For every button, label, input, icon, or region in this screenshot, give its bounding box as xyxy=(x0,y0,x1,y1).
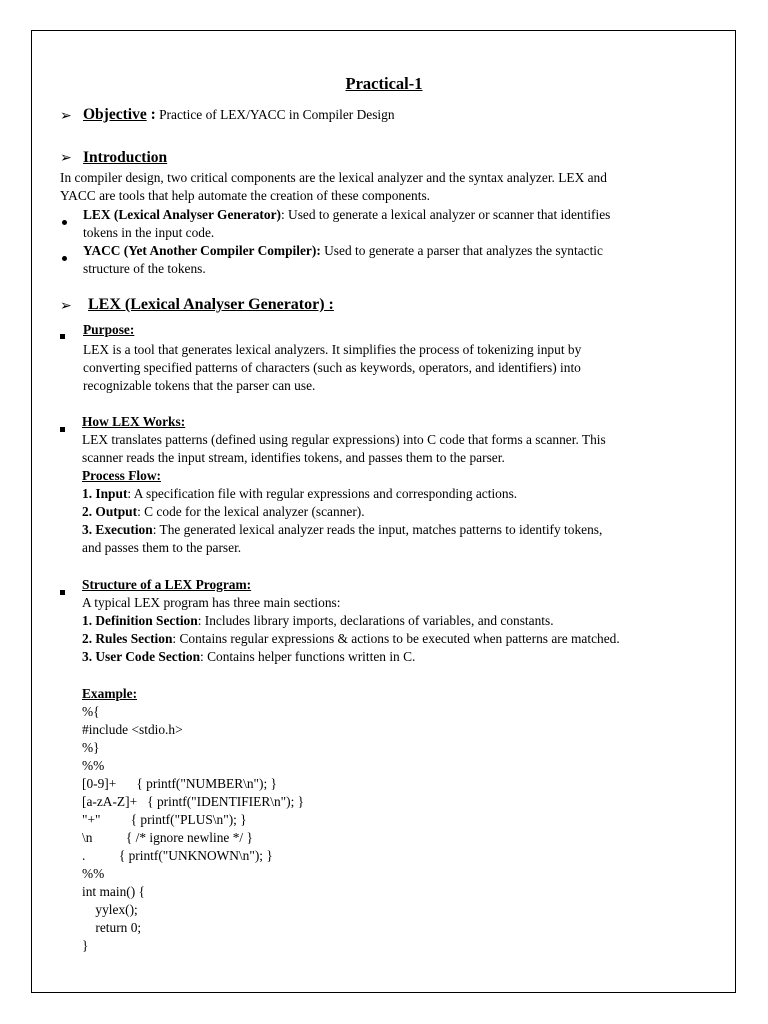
square-bullet-icon xyxy=(60,419,65,437)
structure-item-text: : Contains regular expressions & actions to be executed when patterns are matched. xyxy=(172,631,620,646)
process-flow-heading: Process Flow: xyxy=(82,468,161,483)
structure-item-label: 2. Rules Section xyxy=(82,631,173,646)
intro-bullet-lex-cont: tokens in the input code. xyxy=(83,225,215,240)
intro-bullet-lex-text: : Used to generate a lexical analyzer or scanner that identifies xyxy=(280,207,611,222)
code-line: #include <stdio.h> xyxy=(82,722,183,737)
process-step-output xyxy=(82,503,365,521)
intro-bullet-yacc xyxy=(83,242,603,260)
arrow-bullet-icon: ➢ xyxy=(60,299,72,314)
process-step-execution xyxy=(82,521,602,539)
structure-intro: A typical LEX program has three main sections: xyxy=(82,595,341,610)
purpose-line: recognizable tokens that the parser can use. xyxy=(83,378,316,393)
how-lex-works-heading: How LEX Works: xyxy=(82,414,186,429)
process-step-text: : A specification file with regular expressions and corresponding actions. xyxy=(127,486,518,501)
code-line: yylex(); xyxy=(82,902,138,917)
process-step-execution-cont: and passes them to the parser. xyxy=(82,540,242,555)
process-step-number: 3 xyxy=(82,522,89,537)
process-step-label: . Execution xyxy=(88,522,153,537)
objective-line xyxy=(83,106,395,124)
purpose-line: LEX is a tool that generates lexical analyzers. It simplifies the process of tokenizing input by xyxy=(83,342,582,357)
code-line: \n { /* ignore newline */ } xyxy=(82,830,253,845)
example-heading: Example: xyxy=(82,686,138,701)
structure-item xyxy=(82,612,554,630)
structure-item-text: : Contains helper functions written in C. xyxy=(200,649,416,664)
square-bullet-icon xyxy=(60,326,65,344)
process-step-text: : C code for the lexical analyzer (scanner). xyxy=(137,504,365,519)
page-title: Practical-1 xyxy=(345,74,423,93)
structure-heading: Structure of a LEX Program: xyxy=(82,577,252,592)
structure-item-label: 1. Definition Section xyxy=(82,613,198,628)
code-line: [a-zA-Z]+ { printf("IDENTIFIER\n"); } xyxy=(82,794,305,809)
introduction-heading: Introduction xyxy=(83,149,168,166)
introduction-text-line: YACC are tools that help automate the creation of these components. xyxy=(60,188,431,203)
how-lex-works-line: LEX translates patterns (defined using regular expressions) into C code that forms a scanner. This xyxy=(82,432,606,447)
structure-item-label: 3. User Code Section xyxy=(82,649,201,664)
process-step-label: . Output xyxy=(88,504,138,519)
intro-bullet-yacc-cont: structure of the tokens. xyxy=(83,261,206,276)
introduction-text-line: In compiler design, two critical components are the lexical analyzer and the syntax analyzer. LEX and xyxy=(60,170,607,185)
lex-section-heading: LEX (Lexical Analyser Generator) : xyxy=(88,296,334,313)
purpose-heading: Purpose: xyxy=(83,322,135,337)
objective-heading: Objective xyxy=(83,106,147,123)
process-step-label: . Input xyxy=(88,486,128,501)
code-line: [0-9]+ { printf("NUMBER\n"); } xyxy=(82,776,277,791)
bullet-dot-icon xyxy=(62,248,67,266)
process-step-text: : The generated lexical analyzer reads the input, matches patterns to identify tokens, xyxy=(152,522,603,537)
objective-colon: : xyxy=(146,106,156,123)
code-line: %} xyxy=(82,740,100,755)
structure-item xyxy=(82,648,415,666)
objective-text: Practice of LEX/YACC in Compiler Design xyxy=(155,107,395,122)
code-line: "+" { printf("PLUS\n"); } xyxy=(82,812,247,827)
intro-bullet-lex-term: LEX (Lexical Analyser Generator) xyxy=(83,207,281,222)
code-line: %{ xyxy=(82,704,100,719)
square-bullet-icon xyxy=(60,582,65,600)
process-step-number: 2 xyxy=(82,504,89,519)
arrow-bullet-icon: ➢ xyxy=(60,109,72,124)
code-line: } xyxy=(82,938,89,953)
intro-bullet-yacc-text: Used to generate a parser that analyzes the syntactic xyxy=(320,243,603,258)
intro-bullet-lex xyxy=(83,206,610,224)
structure-item-text: : Includes library imports, declarations of variables, and constants. xyxy=(197,613,554,628)
process-step-number: 1 xyxy=(82,486,89,501)
bullet-dot-icon xyxy=(62,212,67,230)
code-line: . { printf("UNKNOWN\n"); } xyxy=(82,848,273,863)
code-line: %% xyxy=(82,758,105,773)
intro-bullet-yacc-term: YACC (Yet Another Compiler Compiler): xyxy=(83,243,321,258)
code-line: %% xyxy=(82,866,105,881)
code-line: return 0; xyxy=(82,920,142,935)
code-line: int main() { xyxy=(82,884,145,899)
how-lex-works-line: scanner reads the input stream, identifies tokens, and passes them to the parser. xyxy=(82,450,505,465)
purpose-line: converting specified patterns of characters (such as keywords, operators, and identifiers) into xyxy=(83,360,581,375)
process-step-input xyxy=(82,485,517,503)
arrow-bullet-icon: ➢ xyxy=(60,151,72,166)
structure-item xyxy=(82,630,620,648)
